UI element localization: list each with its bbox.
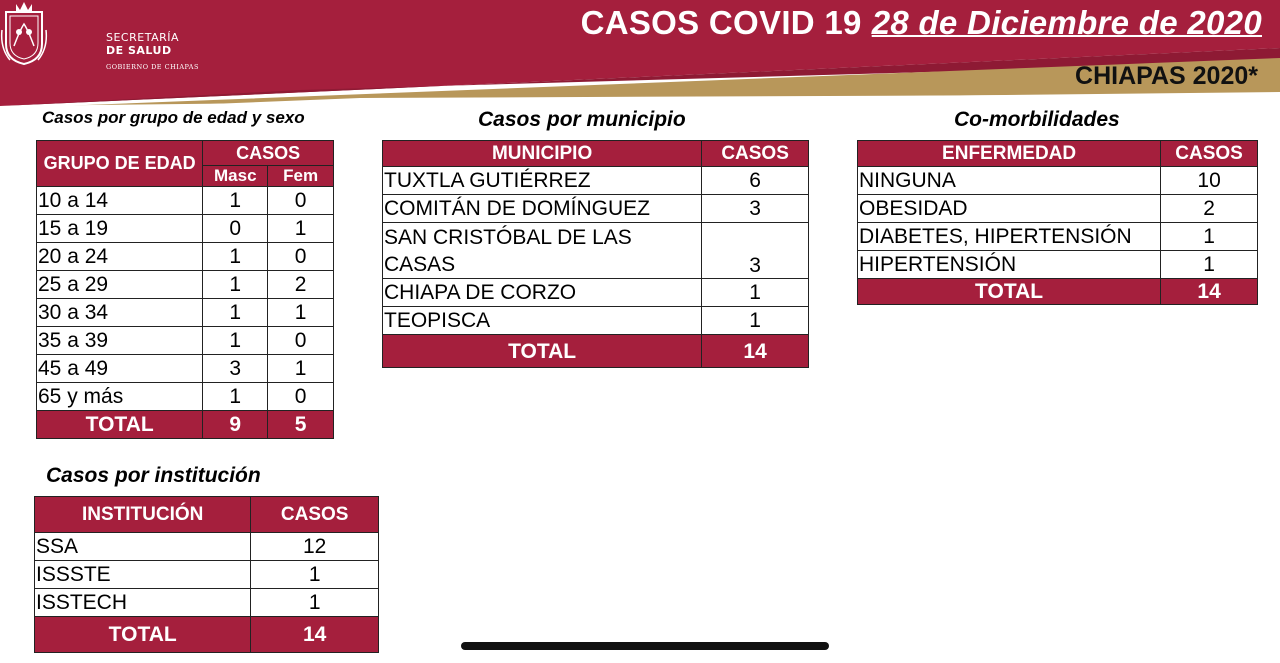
org-line-3: GOBIERNO DE CHIAPAS bbox=[106, 63, 199, 71]
institucion-title: Casos por institución bbox=[46, 464, 261, 487]
col-header-age-group: GRUPO DE EDAD bbox=[37, 141, 203, 187]
table-row bbox=[35, 561, 379, 589]
col-header-cases: CASOS bbox=[1161, 141, 1258, 167]
table-row bbox=[858, 167, 1258, 195]
masc-cell: 3 bbox=[203, 355, 268, 383]
age-group-cell: 45 a 49 bbox=[37, 355, 203, 383]
total-row bbox=[858, 279, 1258, 305]
age-sex-table bbox=[36, 140, 334, 439]
age-group-cell: 10 a 14 bbox=[37, 187, 203, 215]
fem-cell: 1 bbox=[268, 299, 334, 327]
institucion-table bbox=[34, 496, 379, 653]
masc-cell: 1 bbox=[203, 327, 268, 355]
comorbilidades-table bbox=[857, 140, 1258, 305]
total-value: 14 bbox=[251, 617, 379, 653]
col-header-institucion: INSTITUCIÓN bbox=[35, 497, 251, 533]
enfermedad-cell: DIABETES, HIPERTENSIÓN bbox=[858, 223, 1161, 251]
total-row bbox=[383, 335, 809, 368]
total-label: TOTAL bbox=[37, 411, 203, 439]
table-row bbox=[858, 223, 1258, 251]
col-header-cases: CASOS bbox=[251, 497, 379, 533]
header-banner bbox=[0, 0, 1280, 106]
table-row bbox=[37, 327, 334, 355]
col-header-fem: Fem bbox=[268, 166, 334, 187]
col-header-enfermedad: ENFERMEDAD bbox=[858, 141, 1161, 167]
cases-cell: 3 bbox=[702, 223, 809, 279]
fem-cell: 1 bbox=[268, 355, 334, 383]
fem-cell: 0 bbox=[268, 327, 334, 355]
total-value: 14 bbox=[702, 335, 809, 368]
table-row bbox=[383, 279, 809, 307]
cases-cell: 6 bbox=[702, 167, 809, 195]
municipio-name-cell: CHIAPA DE CORZO bbox=[383, 279, 702, 307]
masc-cell: 1 bbox=[203, 187, 268, 215]
cases-cell: 2 bbox=[1161, 195, 1258, 223]
masc-cell: 1 bbox=[203, 383, 268, 411]
age-group-cell: 65 y más bbox=[37, 383, 203, 411]
institucion-name-cell: ISSTECH bbox=[35, 589, 251, 617]
municipio-name-cell: SAN CRISTÓBAL DE LAS CASAS bbox=[383, 223, 702, 279]
table-row bbox=[37, 215, 334, 243]
masc-cell: 1 bbox=[203, 271, 268, 299]
table-row bbox=[383, 195, 809, 223]
report-date: 28 de Diciembre de 2020 bbox=[871, 4, 1262, 41]
total-fem: 5 bbox=[268, 411, 334, 439]
age-group-cell: 30 a 34 bbox=[37, 299, 203, 327]
table-row bbox=[37, 187, 334, 215]
organization-name bbox=[106, 32, 199, 71]
org-line-2: DE SALUD bbox=[106, 44, 172, 57]
municipio-name-cell: TUXTLA GUTIÉRREZ bbox=[383, 167, 702, 195]
table-row bbox=[37, 271, 334, 299]
table-row bbox=[858, 195, 1258, 223]
col-header-masc: Masc bbox=[203, 166, 268, 187]
col-header-cases: CASOS bbox=[203, 141, 334, 166]
age-group-cell: 25 a 29 bbox=[37, 271, 203, 299]
fem-cell: 0 bbox=[268, 187, 334, 215]
total-label: TOTAL bbox=[383, 335, 702, 368]
fem-cell: 2 bbox=[268, 271, 334, 299]
total-value: 14 bbox=[1161, 279, 1258, 305]
total-row bbox=[35, 617, 379, 653]
total-label: TOTAL bbox=[35, 617, 251, 653]
chiapas-coat-of-arms-icon bbox=[0, 0, 48, 66]
title-text: CASOS COVID 19 bbox=[580, 4, 862, 41]
cases-cell: 1 bbox=[1161, 223, 1258, 251]
municipio-name-cell: COMITÁN DE DOMÍNGUEZ bbox=[383, 195, 702, 223]
cases-cell: 1 bbox=[251, 589, 379, 617]
cases-cell: 12 bbox=[251, 533, 379, 561]
home-indicator[interactable] bbox=[461, 642, 829, 650]
cases-cell: 10 bbox=[1161, 167, 1258, 195]
region-subtitle: CHIAPAS 2020* bbox=[1075, 62, 1258, 90]
table-row bbox=[37, 355, 334, 383]
table-row bbox=[35, 589, 379, 617]
masc-cell: 1 bbox=[203, 243, 268, 271]
total-masc: 9 bbox=[203, 411, 268, 439]
table-row bbox=[383, 167, 809, 195]
fem-cell: 0 bbox=[268, 243, 334, 271]
municipio-title: Casos por municipio bbox=[478, 108, 686, 131]
age-sex-title: Casos por grupo de edad y sexo bbox=[42, 108, 305, 127]
page-title bbox=[581, 4, 1262, 42]
age-group-cell: 35 a 39 bbox=[37, 327, 203, 355]
cases-cell: 1 bbox=[1161, 251, 1258, 279]
col-header-municipio: MUNICIPIO bbox=[383, 141, 702, 167]
cases-cell: 1 bbox=[702, 279, 809, 307]
comorbilidades-title: Co-morbilidades bbox=[954, 108, 1120, 131]
age-group-cell: 15 a 19 bbox=[37, 215, 203, 243]
enfermedad-cell: OBESIDAD bbox=[858, 195, 1161, 223]
table-row bbox=[37, 383, 334, 411]
cases-cell: 1 bbox=[251, 561, 379, 589]
enfermedad-cell: NINGUNA bbox=[858, 167, 1161, 195]
fem-cell: 1 bbox=[268, 215, 334, 243]
enfermedad-cell: HIPERTENSIÓN bbox=[858, 251, 1161, 279]
org-line-1: SECRETARÍA bbox=[106, 31, 180, 44]
municipio-name-cell: TEOPISCA bbox=[383, 307, 702, 335]
municipio-table bbox=[382, 140, 809, 368]
table-row bbox=[37, 243, 334, 271]
age-group-cell: 20 a 24 bbox=[37, 243, 203, 271]
institucion-name-cell: ISSSTE bbox=[35, 561, 251, 589]
table-row bbox=[383, 223, 809, 279]
cases-cell: 3 bbox=[702, 195, 809, 223]
total-row bbox=[37, 411, 334, 439]
masc-cell: 1 bbox=[203, 299, 268, 327]
fem-cell: 0 bbox=[268, 383, 334, 411]
table-row bbox=[383, 307, 809, 335]
institucion-name-cell: SSA bbox=[35, 533, 251, 561]
table-row bbox=[35, 533, 379, 561]
cases-cell: 1 bbox=[702, 307, 809, 335]
table-row bbox=[37, 299, 334, 327]
total-label: TOTAL bbox=[858, 279, 1161, 305]
masc-cell: 0 bbox=[203, 215, 268, 243]
col-header-cases: CASOS bbox=[702, 141, 809, 167]
table-row bbox=[858, 251, 1258, 279]
